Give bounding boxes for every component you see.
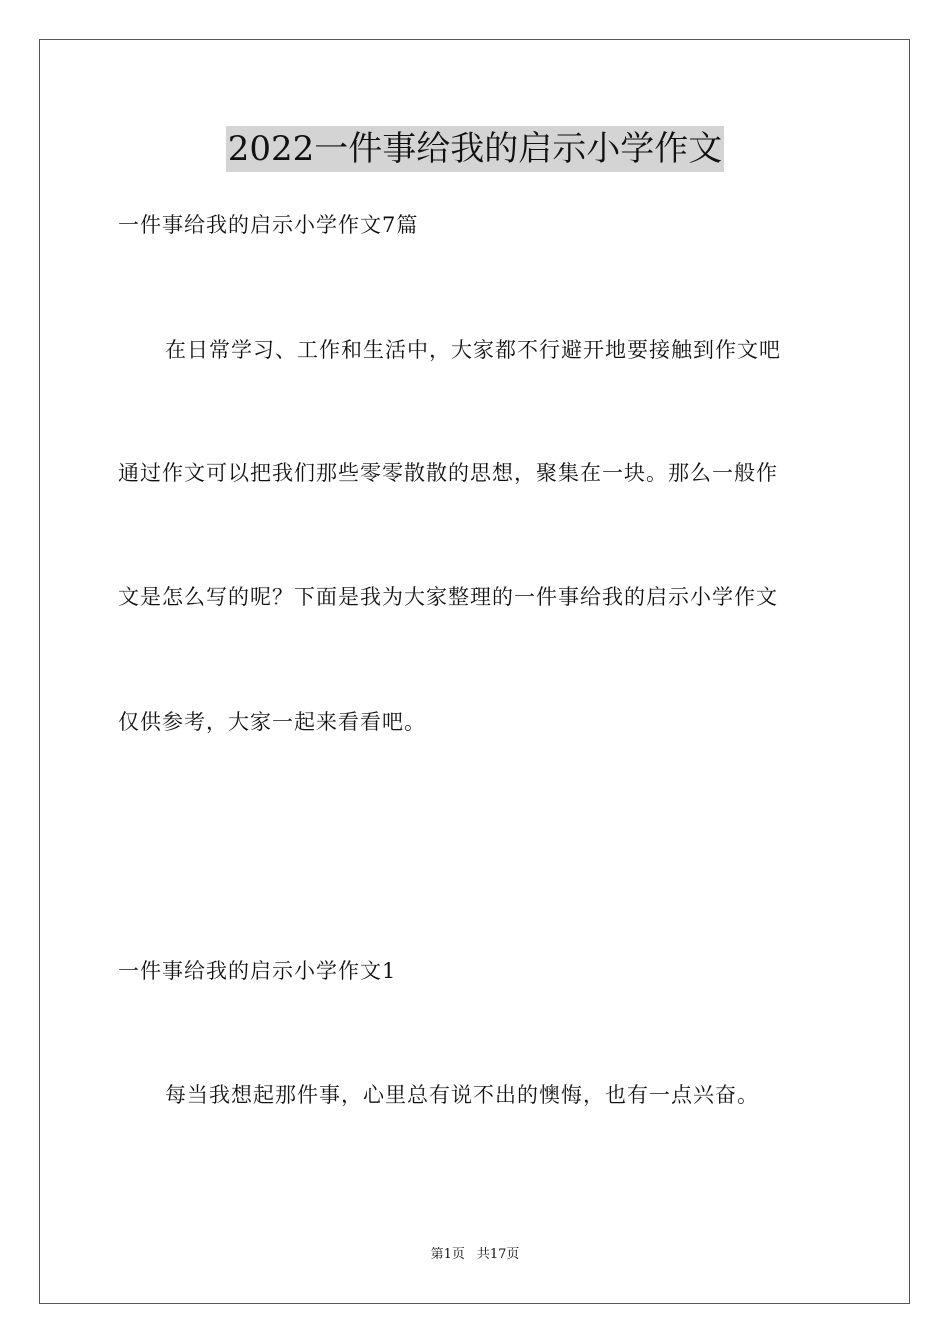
page-footer: [0, 1246, 950, 1264]
intro-line-3: 文是怎么写的呢？下面是我为大家整理的一件事给我的启示小学作文: [118, 585, 778, 609]
intro-line-1: 在日常学习、工作和生活中，大家都不行避开地要接触到作文吧: [165, 338, 781, 362]
page-number: 第1页: [430, 1247, 465, 1262]
intro-line-4: 仅供参考，大家一起来看看吧。: [118, 710, 426, 734]
intro-line-2: 通过作文可以把我们那些零零散散的思想，聚集在一块。那么一般作: [118, 461, 778, 485]
page-total: 共17页: [476, 1247, 520, 1262]
document-subtitle: 一件事给我的启示小学作文7篇: [118, 213, 419, 237]
section-heading: 一件事给我的启示小学作文1: [118, 959, 397, 983]
section-paragraph-line-1: 每当我想起那件事，心里总有说不出的懊悔，也有一点兴奋。: [165, 1083, 759, 1107]
document-title: 2022一件事给我的启示小学作文: [226, 126, 725, 172]
title-container: [0, 126, 950, 172]
